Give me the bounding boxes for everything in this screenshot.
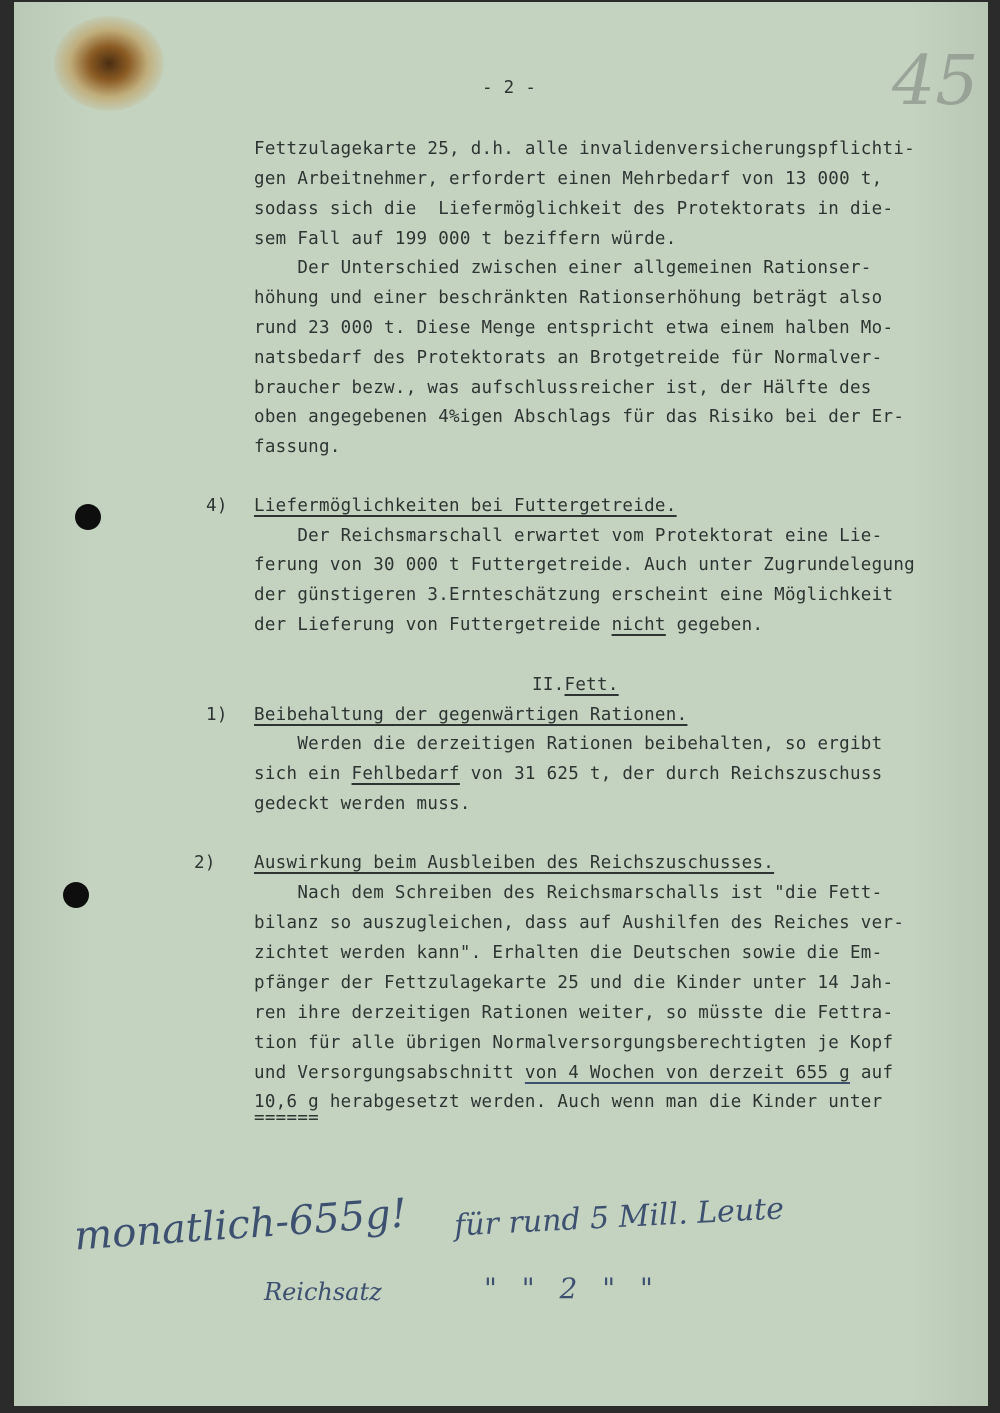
section-number: 1) [206, 705, 228, 725]
handwritten-note: Reichsatz [264, 1278, 382, 1306]
text-line: bilanz so auszugleichen, dass auf Aushilfen des Reiches ver- [254, 913, 905, 933]
text-line: tion für alle übrigen Normalversorgungsberechtigten je Kopf [254, 1033, 894, 1053]
section-heading: Beibehaltung der gegenwärtigen Rationen. [254, 705, 688, 725]
text-line: 10,6 g herabgesetzt werden. Auch wenn man die Kinder unter [254, 1092, 883, 1112]
text-line: sich ein Fehlbedarf von 31 625 t, der durch Reichszuschuss [254, 764, 883, 784]
section-heading: Auswirkung beim Ausbleiben des Reichszuschusses. [254, 853, 775, 873]
punch-hole-top [75, 504, 101, 530]
double-underline: ====== [254, 1108, 320, 1128]
text-line: der günstigeren 3.Ernteschätzung erscheint eine Möglichkeit [254, 585, 894, 605]
text-line: Werden die derzeitigen Rationen beibehalten, so ergibt [254, 734, 883, 754]
text-line: pfänger der Fettzulagekarte 25 und die Kinder unter 14 Jah- [254, 973, 894, 993]
text-line: gedeckt werden muss. [254, 794, 471, 814]
text-line: Nach dem Schreiben des Reichsmarschalls ist "die Fett- [254, 883, 883, 903]
text-line: der Lieferung von Futtergetreide nicht gegeben. [254, 615, 764, 635]
text-line: braucher bezw., was aufschlussreicher ist, der Hälfte des [254, 378, 872, 398]
text-line: sodass sich die Liefermöglichkeit des Protektorats in die- [254, 199, 894, 219]
text-line: natsbedarf des Protektorats an Brotgetreide für Normalver- [254, 348, 883, 368]
folio-number-handwritten: 45 [892, 42, 979, 121]
text-line: oben angegebenen 4%igen Abschlags für das Risiko bei der Er- [254, 407, 905, 427]
section-heading: Liefermöglichkeiten bei Futtergetreide. [254, 496, 677, 516]
text-line: rund 23 000 t. Diese Menge entspricht etwa einem halben Mo- [254, 318, 894, 338]
text-line: ferung von 30 000 t Futtergetreide. Auch unter Zugrundelegung [254, 555, 915, 575]
text-line: Der Reichsmarschall erwartet vom Protektorat eine Lie- [254, 526, 883, 546]
rust-stain [54, 16, 164, 111]
text-line: Fettzulagekarte 25, d.h. alle invalidenversicherungspflichti- [254, 139, 915, 159]
document-page [14, 2, 988, 1406]
chapter-heading: II.Fett. [532, 675, 619, 695]
emphasis-nicht: nicht [611, 615, 666, 635]
punch-hole-bottom [63, 882, 89, 908]
text-line: und Versorgungsabschnitt von 4 Wochen von derzeit 655 g auf [254, 1063, 894, 1083]
text-line: sem Fall auf 199 000 t beziffern würde. [254, 229, 677, 249]
text-line: fassung. [254, 437, 341, 457]
text-line: zichtet werden kann". Erhalten die Deutschen sowie die Em- [254, 943, 883, 963]
handwritten-note: " " 2 " " [484, 1272, 661, 1305]
section-number: 2) [194, 853, 216, 873]
page-number: - 2 - [482, 78, 537, 98]
section-number: 4) [206, 496, 228, 516]
text-line: Der Unterschied zwischen einer allgemeinen Rationser- [254, 258, 872, 278]
text-line: höhung und einer beschränkten Rationserhöhung beträgt also [254, 288, 883, 308]
handwritten-note: für rund 5 Mill. Leute [453, 1191, 785, 1244]
text-line: gen Arbeitnehmer, erfordert einen Mehrbedarf von 13 000 t, [254, 169, 883, 189]
text-line: ren ihre derzeitigen Rationen weiter, so müsste die Fettra- [254, 1003, 894, 1023]
handwritten-note: monatlich-655g! [72, 1190, 409, 1260]
